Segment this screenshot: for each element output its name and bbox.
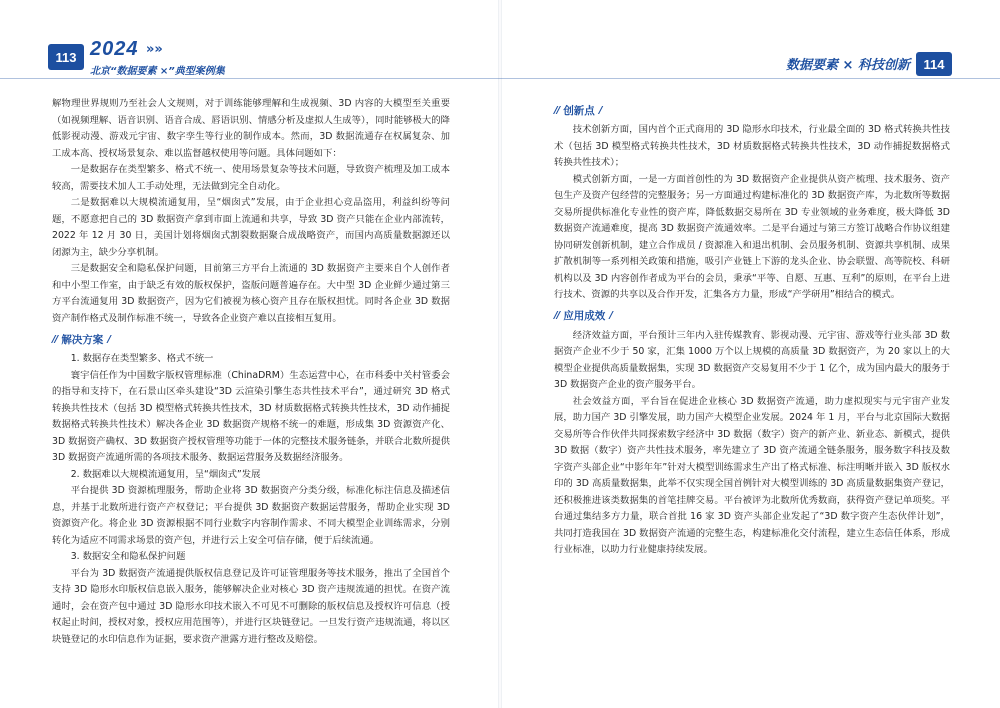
page-number-left: 113 <box>48 44 84 70</box>
section-heading-innovation <box>554 100 950 120</box>
body-paragraph: 解物理世界规则乃至社会人文规则，对于训练能够理解和生成视频、3D 内容的大模型至关重要（如视频理解、语音识别、语音合成、唇语识别、情感分析及虚拟人生成等），同时能够极大的降低影视动漫、游戏元宇宙、数字孪生等行业的制作成本。然而，3D 数据流通存在权属复杂、加工成本高、授权场景复杂、难以监督越权使用等问题。具体问题如下： <box>52 98 450 159</box>
section-slash-icon: / <box>609 310 613 321</box>
section-title: 应用成效 <box>563 310 606 322</box>
header-subtitle: 北京“数据要素 ×”典型案例集 <box>90 66 225 77</box>
section-slash-icon: / <box>598 104 603 116</box>
section-heading-solution <box>52 329 450 349</box>
page-number-right: 114 <box>916 52 952 76</box>
section-bars-icon: // <box>52 333 58 345</box>
double-chevron-icon: »» <box>146 42 163 57</box>
body-paragraph: 二是数据难以大规模流通复用，呈“烟囱式”发展，由于企业担心竞品盗用，利益纠纷等问题，不愿意把自己的 3D 数据资产拿到市面上流通和共享，导致 3D 资产只能在企业内部流转，2022 年 12 月 30 日，美国计划将烟囱式割裂数据聚合成战略资产，而国内高质量数据源还以闭源为主，缺少分享机制。 <box>52 197 450 258</box>
body-paragraph: 经济效益方面，平台预计三年内入驻传媒教育、影视动漫、元宇宙、游戏等行业头部 3D 数据资产企业不少于 50 家，汇集 1000 万个以上规模的高质量 3D 数据资产，为 20 家以上的大模型企业提供高质量数据集，实现 3D 数据资产交易复用不少于 1 亿个，成为国内最大的服务于 3D 数据资产企业的资产服务平台。 <box>554 329 950 390</box>
solution-item-body: 平台为 3D 数据资产流通提供版权信息登记及许可证管理服务等技术服务，推出了全国首个支持 3D 隐形水印版权信息嵌入服务，能够解决企业对核心 3D 资产违规流通的担忧。在资产流通时，会在资产包中通过 3D 隐形水印技术嵌入不可见不可删除的版权信息及授权许可信息（授权起止时间，授权对象，授权应用范围等），并进行区块链登记。一旦发行资产违规流通，将以区块链登记的水印信息作为证据，要求资产泄露方进行整改及赔偿。 <box>52 567 450 645</box>
body-paragraph: 一是数据存在类型繁多、格式不统一、使用场景复杂等技术问题，导致资产梳理及加工成本较高，需要技术加人工手动处理，无法做到完全自动化。 <box>52 164 450 192</box>
body-paragraph: 社会效益方面，平台旨在促进企业核心 3D 数据资产流通，助力虚拟现实与元宇宙产业发展，助力国产 3D 引擎发展，助力国产大模型企业发展。2024 年 1 月，平台与北京国际大数据交易所等合作伙伴共同探索数字经济中 3D 数据（数字）资产的新产业、新业态、新模式，提供 3D 数据（数字）资产共性技术服务，率先建立了 3D 资产流通全链条服务，服务数字科技及数字资产头部企业“中影年年”针对大模型训练需求生产出了格式标准、标注明晰并嵌入 3D 版权水印的 3D 高质量数据集，此举不仅实现全国首例针对大模型训练的 3D 高质量数据集资产登记，还积极推进该类数据集的首笔挂牌交易。平台被评为北数所优秀数商，获得资产登记单项奖。平台通过集结多方力量，联合首批 16 家 3D 资产头部企业发起了“3D 数字资产生态伙伴计划”，共同打造我国在 3D 数据资产流通的完整生态，构建标准化交付流程，建立生态信任体系，形成行业标准，以助力行业健康持续发展。 <box>554 395 950 555</box>
section-title: 解决方案 <box>61 333 104 346</box>
section-title: 创新点 <box>563 104 595 117</box>
header-year-logo: 2024 <box>90 38 139 60</box>
header-title-right: 数据要素 × 科技创新 <box>786 58 910 73</box>
solution-item-body: 寰宇信任作为中国数字版权管理标准（ChinaDRM）生态运营中心，在市科委中关村管委会的指导和支持下，在石景山区牵头建设“3D 云渲染引擎生态共性技术平台”，通过研究 3D 格式转换共性技术（包括 3D 模型格式转换共性技术，3D 材质数据格式转换共性技术，3D 动作捕捉数据格式转换共性技术）解决各企业 3D 数据资产规格不统一的难题，形成集 3D 资源资产化、3D 数据资产确权、3D 数据资产授权管理等功能于一体的完整技术服务链条，并联合北数所提供 3D 数据资产流通所需的各项技术服务、数据运营服务及数据经济服务。 <box>52 369 450 463</box>
section-slash-icon: / <box>107 333 111 345</box>
solution-item-heading: 2. 数据难以大规模流通复用，呈“烟囱式”发展 <box>70 468 261 480</box>
solution-item-body: 平台提供 3D 资源梳理服务，帮助企业将 3D 数据资产分类分级，标准化标注信息及描述信息，并基于北数所进行资产产权登记；平台提供 3D 数据资产数据运营服务，帮助企业实现 3D 资源资产化。将企业 3D 资源根据不同行业数字内容制作需求、不同大模型企业训练需求，分别转化为适应不同需求场景的资产包，并进行云上安全可信存储，便于后续流通。 <box>52 485 450 546</box>
body-paragraph: 技术创新方面，国内首个正式商用的 3D 隐形水印技术，行业最全面的 3D 格式转换共性技术（包括 3D 模型格式转换共性技术，3D 材质数据格式转换共性技术，3D 动作捕捉数据格式转换共性技术）； <box>554 124 950 168</box>
header-divider <box>500 78 1000 79</box>
section-bars-icon: // <box>554 104 560 116</box>
body-paragraph: 三是数据安全和隐私保护问题，目前第三方平台上流通的 3D 数据资产主要来自个人创作者和中小型工作室，由于缺乏有效的版权保护，盗版问题普遍存在。大中型 3D 企业鲜少通过第三方平台流通复用 3D 数据资产，因为它们被视为核心资产且存在版权担忧。同时各企业 3D 数据资产制作格式及制作标准不统一，导致各企业资产难以直接相互复用。 <box>52 263 450 324</box>
header-divider <box>0 78 500 79</box>
solution-item-heading: 1. 数据存在类型繁多、格式不统一 <box>70 353 214 364</box>
right-page <box>500 0 1000 708</box>
body-paragraph: 模式创新方面，一是一方面首创性的为 3D 数据资产企业提供从资产梳理、技术服务、资产包生产及资产包经营的完整服务；另一方面通过构建标准化的 3D 数据资产库，为北数所等数据交易所提供标准化专业性的资产库，降低数据交易所在 3D 专业领域的业务难度，极大降低 3D 数据资产流通难度，提高 3D 数据资产流通效率。二是平台通过与第三方签订战略合作协议组建协同研发创新机制，建立合作成员 / 资源准入和退出机制、会员服务机制、资源共享机制、成果扩散机制等一系列相关政策和措施，吸引产业链上下游的龙头企业、协会联盟、高等院校、科研机构以及 3D 内容创作者成为平台的会员，秉承“平等、自愿、互惠、互利”的原则，在平台上进行技术、资源的共享以及合作开发，汇集各方力量，形成“产学研用”相结合的模式。 <box>554 173 950 300</box>
section-heading-results <box>554 306 950 326</box>
left-body <box>52 96 450 648</box>
right-body <box>554 98 950 559</box>
solution-item-heading: 3. 数据安全和隐私保护问题 <box>70 551 186 562</box>
section-bars-icon: // <box>554 310 560 321</box>
